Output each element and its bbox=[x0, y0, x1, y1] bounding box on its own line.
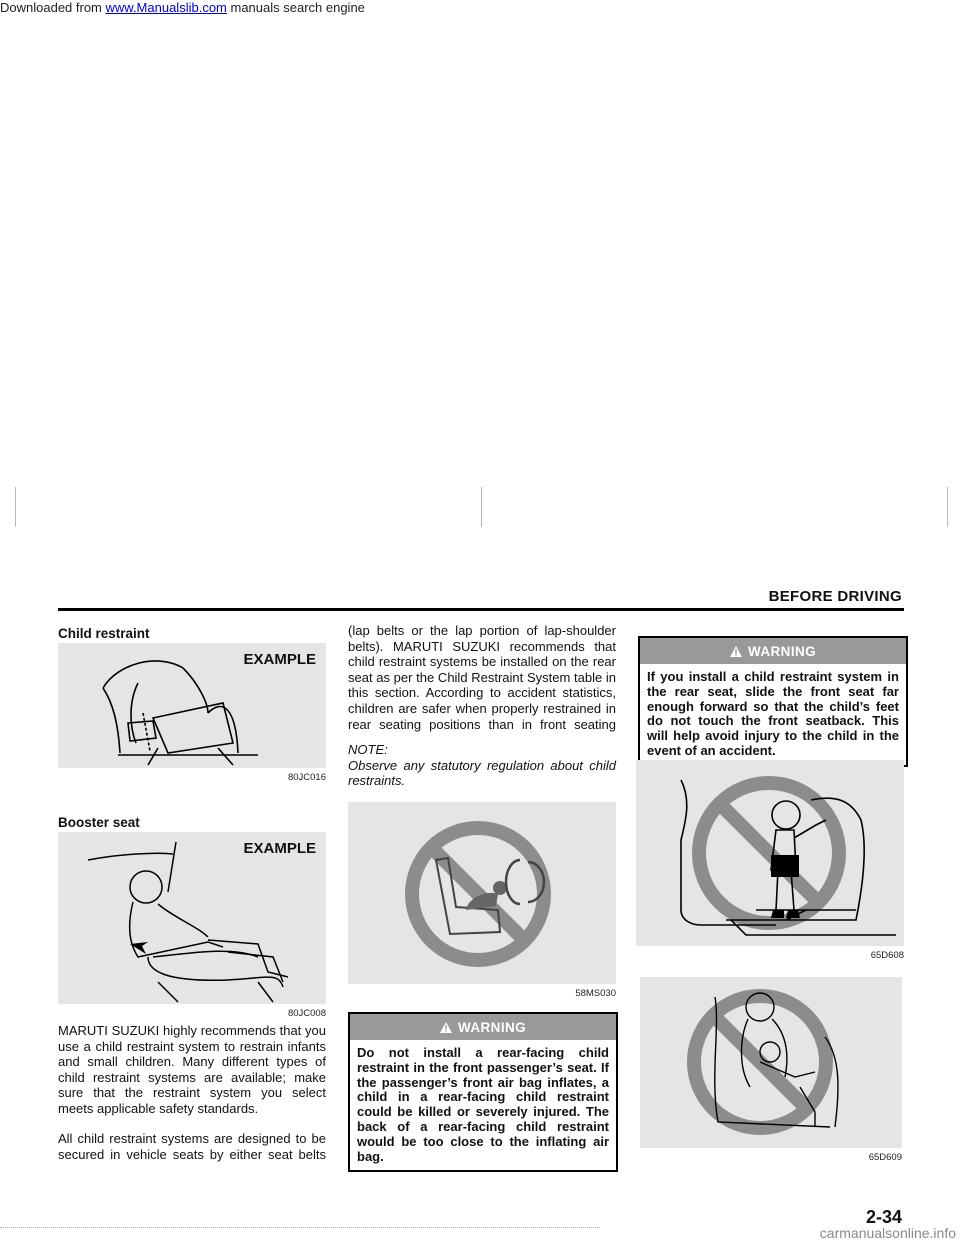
paragraph-installation-continued bbox=[348, 623, 616, 734]
lap-child-figure bbox=[640, 977, 902, 1148]
note-text: Observe any statutory regulation about child restraints. bbox=[348, 757, 616, 789]
standing-child-figure bbox=[636, 760, 904, 946]
crop-mark bbox=[481, 487, 482, 527]
paragraph-installation: All child restraint systems are designed to be secured in vehicle seats by either seat belts bbox=[58, 1131, 326, 1162]
example-label: EXAMPLE bbox=[243, 651, 316, 668]
download-banner bbox=[0, 0, 365, 15]
booster-seat-heading: Booster seat bbox=[58, 815, 140, 830]
banner-prefix: Downloaded from bbox=[0, 0, 106, 15]
lap-child-illustration bbox=[640, 977, 902, 1148]
standing-child-illustration bbox=[636, 760, 904, 946]
airbag-prohibition-figure bbox=[348, 802, 616, 984]
section-title: BEFORE DRIVING bbox=[768, 588, 902, 605]
child-restraint-heading: Child restraint bbox=[58, 626, 150, 641]
warning-header bbox=[640, 638, 906, 664]
figure-code: 80JC008 bbox=[287, 1008, 326, 1019]
figure-code: 65D609 bbox=[868, 1152, 902, 1163]
warning-airbag-box bbox=[348, 1012, 618, 1172]
banner-suffix: manuals search engine bbox=[226, 0, 365, 15]
page-number: 2-34 bbox=[865, 1207, 902, 1227]
note-block bbox=[348, 742, 616, 789]
booster-seat-figure bbox=[58, 832, 326, 1004]
warning-title: WARNING bbox=[457, 1019, 527, 1035]
figure-code: 65D608 bbox=[870, 950, 904, 961]
figure-code: 80JC016 bbox=[287, 772, 326, 783]
child-restraint-figure bbox=[58, 643, 326, 768]
paragraph-recommendation: MARUTI SUZUKI highly recommends that you use a child restraint system to restrain infants and small children. Many different types of child restraint systems are available; make sure that the restraint system you select meets applicable safety standards. bbox=[58, 1023, 326, 1116]
prohibition-icon bbox=[348, 802, 616, 984]
note-label: NOTE: bbox=[348, 742, 388, 757]
warning-triangle-icon bbox=[440, 1022, 452, 1033]
header-rule bbox=[58, 608, 904, 611]
warning-header bbox=[350, 1014, 616, 1040]
manualslib-link[interactable]: www.Manualslib.com bbox=[105, 0, 227, 15]
warning-triangle-icon bbox=[730, 646, 742, 657]
warning-rear-seat-box bbox=[638, 636, 908, 767]
warning-text: If you install a child restraint system in the rear seat, slide the front seat far enough forward so that the child’s feet do not touch the front seatback. This will help avoid injury to the child in the event of an accident. bbox=[647, 669, 899, 758]
bottom-banner bbox=[0, 1224, 960, 1242]
crop-mark bbox=[947, 487, 948, 527]
figure-code: 58MS030 bbox=[575, 988, 616, 999]
crop-mark bbox=[15, 487, 16, 527]
example-label: EXAMPLE bbox=[243, 840, 316, 857]
warning-title: WARNING bbox=[747, 643, 817, 659]
booster-seat-illustration bbox=[58, 832, 326, 1004]
paragraph-installation-continued-text: (lap belts or the lap portion of lap-shoulder belts). MARUTI SUZUKI recommends that child restraint systems be installed on the rear seat as per the Child Restraint System table in this section. According to accident statistics, children are safer when properly restrained in rear seating positions than in front seating bbox=[348, 623, 616, 732]
dotted-rule bbox=[0, 1227, 600, 1229]
carmanualsonline-watermark: carmanualsonline.info bbox=[819, 1225, 956, 1241]
warning-text: Do not install a rear-facing child restraint in the front passenger’s seat. If the passenger’s front air bag inflates, a child in a rear-facing child restraint could be killed or severely injured. The back of a rear-facing child restraint would be too close to the inflating air bag. bbox=[357, 1045, 609, 1164]
